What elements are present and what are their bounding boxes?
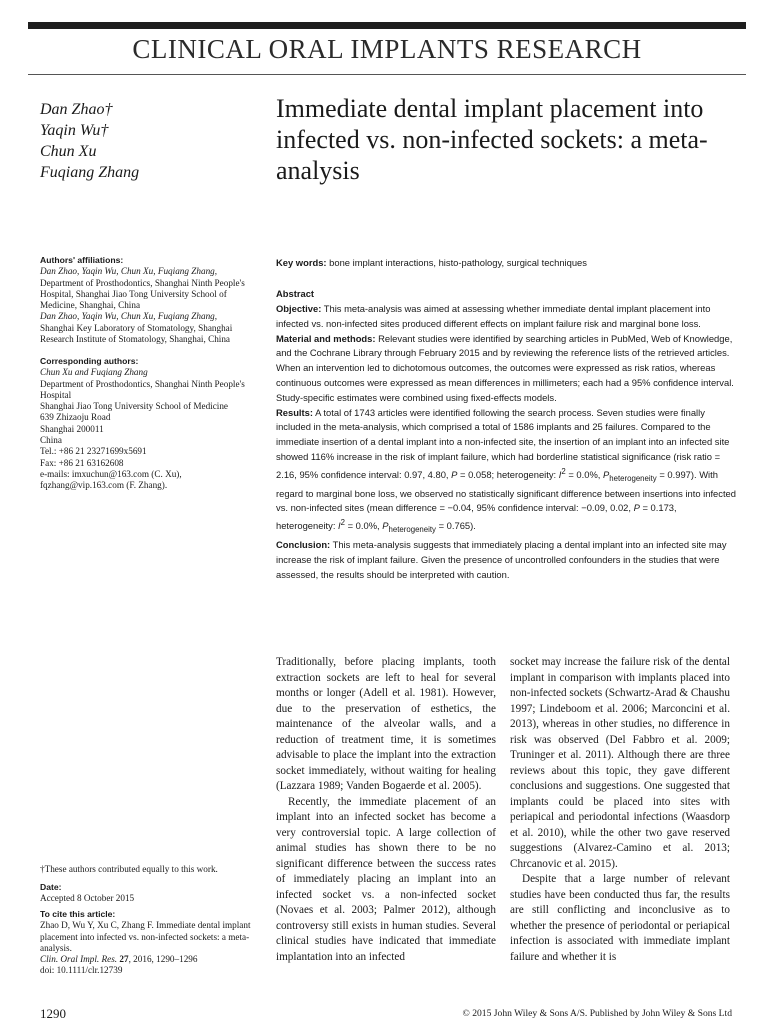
heterogeneity-subscript: heterogeneity — [388, 525, 436, 535]
corresponding-line: Department of Prosthodontics, Shanghai Ninth People's Hospital — [40, 378, 245, 400]
methods-label: Material and methods: — [276, 332, 376, 344]
citation-block — [40, 909, 265, 977]
keywords-label: Key words: — [276, 257, 327, 268]
abstract-heading: Abstract — [276, 288, 315, 299]
corresponding-heading: Corresponding authors: — [40, 356, 139, 366]
i-symbol: I — [338, 520, 341, 532]
body-paragraph: Traditionally, before placing implants, tooth extraction sockets are left to heal for several months or longer (Adell et al. 1981). However, due to the preservation of esthetics, the maintenance of the alveolar walls, and a reduction of treatment time, it is sometimes advisable to place the implant into the extraction socket immediately, without waiting for healing (Lazzara 1989; Vanden Bogaerde et al. 2005). — [276, 656, 496, 792]
corresponding-line: China — [40, 435, 62, 446]
objective-label: Objective: — [276, 303, 322, 314]
superscript: 2 — [561, 466, 566, 476]
objective-text: This meta-analysis was aimed at assessing whether immediate dental implant placement into infected vs. non-infected sites produced different effects on implant failure risk and marginal bone loss. — [276, 303, 711, 329]
heterogeneity-subscript: heterogeneity — [609, 473, 657, 483]
results-text: = 0.765). — [435, 520, 476, 532]
author-list — [40, 99, 139, 183]
fax-line: Fax: +86 21 63162608 — [40, 457, 124, 468]
phone-line: Tel.: +86 21 23271699x5691 — [40, 446, 147, 457]
p-symbol: P — [603, 468, 610, 480]
results-text: A total of 1743 articles were identified following the search process. Seven studies were finally included in the meta-analysis, which comprised a total of 1586 implants and 25 failures. Compared to the immediate insertion of a dental implant into a non-infected site, the insertion of an implant into an infected site showed 116% increase in the risk of implant failure, which had borderline statistical significance (risk ratio = 2.16, 95% confidence interval: 0.97, 4.80, — [276, 406, 730, 480]
citation-source — [40, 954, 265, 965]
citation-doi: doi: 10.1111/clr.12739 — [40, 965, 123, 976]
results-text: = 0.0%, — [345, 520, 383, 532]
author-name: Fuqiang Zhang — [40, 164, 140, 181]
journal-title: CLINICAL ORAL IMPLANTS RESEARCH — [132, 34, 642, 64]
author-name: Dan Zhao† — [40, 101, 113, 118]
citation-journal: Clin. Oral Impl. Res. — [40, 954, 118, 965]
body-column-2 — [510, 655, 730, 965]
methods-text: Relevant studies were identified by searching articles in PubMed, Web of Knowledge, and the Cochrane Library through February 2015 and by reviewing the reference lists of the retrieved articles. When an intervention led to dichotomous outcomes, the outcomes were expressed as risk ratios, whereas continuous outcomes were expressed as mean differences in millimeters; each had a 95% confidence interval. Study-specific estimates were combined using fixed-effects models. — [276, 332, 734, 403]
results-text: = 0.997). With regard to marginal bone loss, we observed no statistically significant difference between insertions into infected vs. non-infected sites (mean difference = −0.04, 95% confidence interval: −0.09, 0.02, — [276, 468, 736, 514]
results-text: = 0.058; heterogeneity: — [457, 468, 559, 480]
keywords — [276, 257, 736, 268]
abstract-objective — [276, 302, 736, 332]
superscript: 2 — [340, 518, 345, 528]
affiliation-authors: Dan Zhao, Yaqin Wu, Chun Xu, Fuqiang Zhang, — [40, 311, 218, 322]
citation-text: Zhao D, Wu Y, Xu C, Zhang F. Immediate dental implant placement into infected vs. non-infected sockets: a meta-analysis. — [40, 920, 251, 953]
citation-pages: , 2016, 1290–1296 — [128, 954, 198, 965]
affiliations-block — [40, 255, 265, 345]
body-paragraph: socket may increase the failure risk of the dental implant in comparison with implants placed into non-infected sockets (Schwartz-Arad & Chaushu 1997; Lindeboom et al. 2006; Marconcini et al. 2013), whereas in other studies, no difference in risk was observed (Del Fabbro et al. 2009; Truninger et al. 2011). Although there are three reviews about this topic, they gave different conclusions and suggestions. One suggested that implants could be placed into sites with periapical and periodontal infections (Waasdorp et al. 2010), while the other two gave reserved suggestions (Alvarez-Camino et al. 2013; Chrcanovic et al. 2015). — [510, 656, 730, 870]
citation-volume: 27 — [119, 954, 129, 965]
body-paragraph: Recently, the immediate placement of an implant into an infected socket has become a very controversial topic. A large collection of animal studies has shown there to be no significant difference between the success rates of immediately placing an implant into an infected socket vs. a non-infected socket (Novaes et al. 2003; Palmer 2012), although controversy still exists in human studies. Several clinical studies have indicated that immediate implantation into an infected — [276, 795, 496, 963]
affiliation-text: Department of Prosthodontics, Shanghai Ninth People's Hospital, Shanghai Jiao Tong University School of Medicine, Shanghai, China — [40, 277, 245, 311]
affiliation-authors: Dan Zhao, Yaqin Wu, Chun Xu, Fuqiang Zhang, — [40, 266, 218, 277]
corresponding-line: Shanghai 200011 — [40, 423, 104, 434]
affiliations-heading: Authors' affiliations: — [40, 255, 124, 265]
abstract-results — [276, 406, 736, 538]
header-bar — [28, 22, 746, 29]
p-symbol: P — [633, 502, 640, 514]
abstract-body — [276, 302, 736, 582]
corresponding-line: Shanghai Jiao Tong University School of Medicine — [40, 401, 229, 412]
author-name: Yaqin Wu† — [40, 122, 109, 139]
abstract-conclusion — [276, 538, 736, 582]
results-label: Results: — [276, 406, 313, 418]
results-text: = 0.173, heterogeneity: — [276, 502, 677, 532]
corresponding-names: Chun Xu and Fuqiang Zhang — [40, 367, 148, 378]
date-heading: Date: — [40, 882, 62, 892]
affiliation-text: Shanghai Key Laboratory of Stomatology, Shanghai Research Institute of Stomatology, Shanghai, China — [40, 322, 233, 345]
conclusion-label: Conclusion: — [276, 538, 331, 550]
article-title: Immediate dental implant placement into infected vs. non-infected sockets: a meta-analysis — [276, 94, 708, 185]
page-number: 1290 — [40, 1006, 66, 1021]
copyright-notice: © 2015 John Wiley & Sons A/S. Published by John Wiley & Sons Ltd — [462, 1008, 732, 1019]
body-column-1 — [276, 655, 496, 965]
keywords-text: bone implant interactions, histo-pathology, surgical techniques — [329, 257, 587, 268]
i-symbol: I — [558, 468, 562, 480]
p-symbol: P — [451, 468, 458, 480]
accepted-date: Accepted 8 October 2015 — [40, 893, 135, 904]
author-name: Chun Xu — [40, 143, 97, 160]
citation-heading: To cite this article: — [40, 909, 116, 919]
conclusion-text: This meta-analysis suggests that immediately placing a dental implant into an infected site may increase the risk of implant failure. Given the presence of uncontrolled confounders in the studies that were assessed, the results should be interpreted with caution. — [276, 538, 727, 580]
corresponding-block — [40, 356, 265, 492]
contribution-note: †These authors contributed equally to this work. — [40, 864, 218, 874]
email-line: e-mails: imxuchun@163.com (C. Xu), fqzhang@vip.163.com (F. Zhang). — [40, 468, 182, 491]
header-rule — [28, 74, 746, 75]
p-symbol: P — [382, 520, 389, 532]
date-block — [40, 882, 265, 905]
abstract-methods — [276, 332, 736, 406]
corresponding-line: 639 Zhizaoju Road — [40, 412, 111, 423]
body-paragraph: Despite that a large number of relevant studies have been conducted thus far, the results are still conflicting and inconclusive as to whether the presence of periodontal or periapical infection is associated with immediate implant failure and whether it is — [510, 873, 730, 963]
results-text: = 0.0%, — [565, 468, 604, 480]
